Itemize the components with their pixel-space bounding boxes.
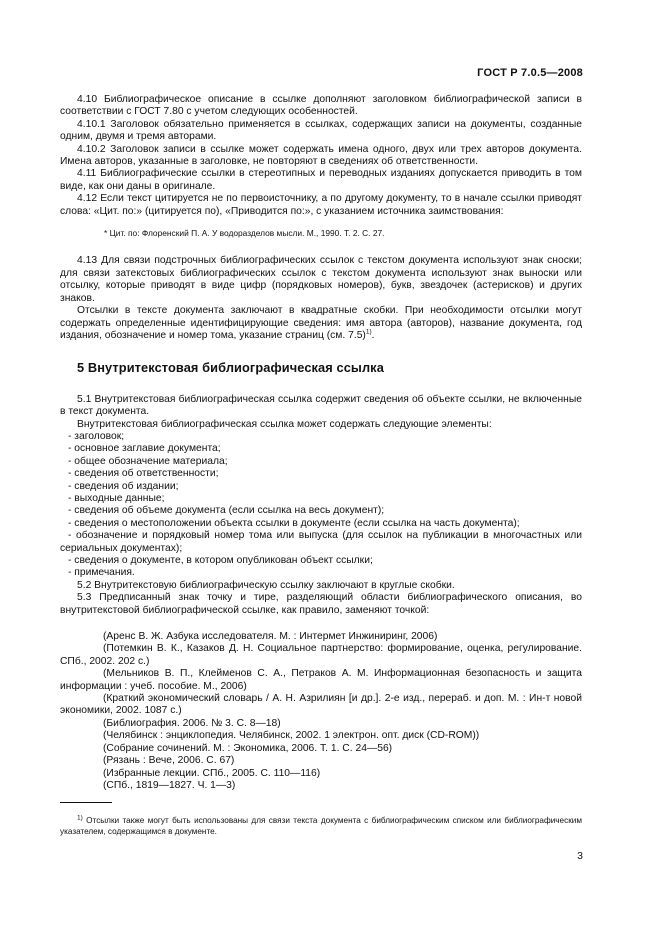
footnote-ref: 1)	[365, 328, 372, 336]
examples-block	[60, 631, 582, 792]
list-item: - обозначение и порядковый номер тома или выпуска (для ссылок на публикации в многочастных или сериальных документах);	[60, 530, 582, 555]
example-item: (Аренс В. Ж. Азбука исследователя. М. : Интермет Инжиниринг, 2006)	[103, 631, 438, 643]
list-item: - заголовок;	[60, 431, 582, 443]
page-number: 3	[577, 850, 583, 862]
clause-5-1: 5.1 Внутритекстовая библиографическая ссылка содержит сведения об объекте ссылки, не включенные в текст документа.	[60, 393, 582, 418]
list-item: - сведения о местоположении объекта ссылки в документе (если ссылка на часть документа);	[60, 518, 582, 530]
clause-4-12: 4.12 Если текст цитируется не по первоисточнику, а по другому документу, то в начале ссылки приводят слова: «Цит. по:» (цитируется по), «Приводится по:», с указанием источника заимствования:	[60, 193, 582, 217]
footnote-mark: 1)	[77, 814, 83, 822]
clause-5-2: 5.2 Внутритекстовую библиографическую ссылку заключают в круглые скобки.	[77, 579, 455, 591]
footnote-separator	[60, 802, 112, 803]
footnote-text	[60, 815, 582, 837]
clause-5-3: 5.3 Предписанный знак точку и тире, разделяющий области библиографического описания, во внутритекстовой библиографической ссылке, как правило, заменяют точкой:	[60, 592, 582, 616]
example-item: (Мельников В. П., Клейменов С. А., Петраков А. М. Информационная безопасность и защита информации : учеб. пособие. М., 2006)	[60, 668, 582, 692]
list-item: - выходные данные;	[60, 493, 582, 505]
elements-list	[60, 431, 582, 580]
standard-designation: ГОСТ Р 7.0.5—2008	[477, 67, 583, 79]
list-item: - основное заглавие документа;	[60, 443, 582, 455]
example-item: (Краткий экономический словарь / А. Н. Азрилиян [и др.]. 2-е изд., перераб. и доп. М. : Ин-т новой экономики, 2002. 1087 с.)	[60, 693, 582, 717]
example-item: (СПб., 1819—1827. Ч. 1—3)	[103, 779, 236, 791]
clause-4-13: 4.13 Для связи подстрочных библиографических ссылок с текстом документа используют знак сноски; для связи затекстовых библиографических ссылок с текстом документа используют знак выноски или отсылку, которые приводят в виде цифр (порядковых номеров), букв, звездочек (астерисков) и других знаков.	[60, 255, 582, 304]
page-body	[60, 94, 582, 837]
list-item: - общее обозначение материала;	[60, 456, 582, 468]
example-item: (Собрание сочинений. М. : Экономика, 2006. Т. 1. С. 24—56)	[103, 742, 393, 754]
clause-4-13-cont-text: Отсылки в тексте документа заключают в квадратные скобки. При необходимости отсылки могут содержать определенные идентифицирующие сведения: имя автора (авторов), название документа, год издания, обозначение и номер тома, указание страниц (см. 7.5)	[60, 305, 582, 341]
clause-4-11: 4.11 Библиографические ссылки в стереотипных и переводных изданиях допускается приводить в том виде, как они даны в оригинале.	[60, 168, 582, 192]
example-item: (Избранные лекции. СПб., 2005. С. 110—116)	[103, 767, 321, 779]
section-5-heading: 5 Внутритекстовая библиографическая ссылка	[77, 360, 384, 376]
clause-5-1-cont: Внутритекстовая библиографическая ссылка может содержать следующие элементы:	[77, 418, 492, 430]
list-item: - сведения об объеме документа (если ссылка на весь документ);	[60, 505, 582, 517]
list-item: - сведения об ответственности;	[60, 468, 582, 480]
example-item: (Библиография. 2006. № 3. С. 8—18)	[103, 717, 281, 729]
clause-4-13-cont	[60, 305, 582, 342]
list-item: - сведения о документе, в котором опубликован объект ссылки;	[60, 555, 582, 567]
citation-example: * Цит. по: Флоренский П. А. У водоразделов мысли. М., 1990. Т. 2. С. 27.	[104, 228, 385, 239]
example-item: (Потемкин В. К., Казаков Д. Н. Социальное партнерство: формирование, оценка, регулирование. СПб., 2002. 202 с.)	[60, 643, 582, 667]
example-item: (Рязань : Вече, 2006. С. 67)	[103, 755, 235, 767]
clause-4-13-cont-end: .	[371, 329, 375, 341]
footnote	[60, 815, 582, 837]
list-item: - примечания.	[60, 567, 582, 579]
list-item: - сведения об издании;	[60, 481, 582, 493]
footnote-body: Отсылки также могут быть использованы для связи текста документа с библиографическим списком или библиографическим указателем, содержащимся в документе.	[60, 816, 582, 837]
clause-4-10-1: 4.10.1 Заголовок обязательно применяется в ссылках, содержащих записи на документы, созданные одним, двумя и тремя авторами.	[60, 118, 582, 143]
example-item: (Челябинск : энциклопедия. Челябинск, 2002. 1 электрон. опт. диск (CD-ROM))	[103, 730, 480, 742]
clause-4-10-2: 4.10.2 Заголовок записи в ссылке может содержать имена одного, двух или трех авторов документа. Имена авторов, указанные в заголовке, не повторяют в сведениях об ответственности.	[60, 143, 582, 168]
clause-4-10: 4.10 Библиографическое описание в ссылке дополняют заголовком библиографической записи в соответствии с ГОСТ 7.80 с учетом следующих особенностей.	[60, 94, 582, 118]
